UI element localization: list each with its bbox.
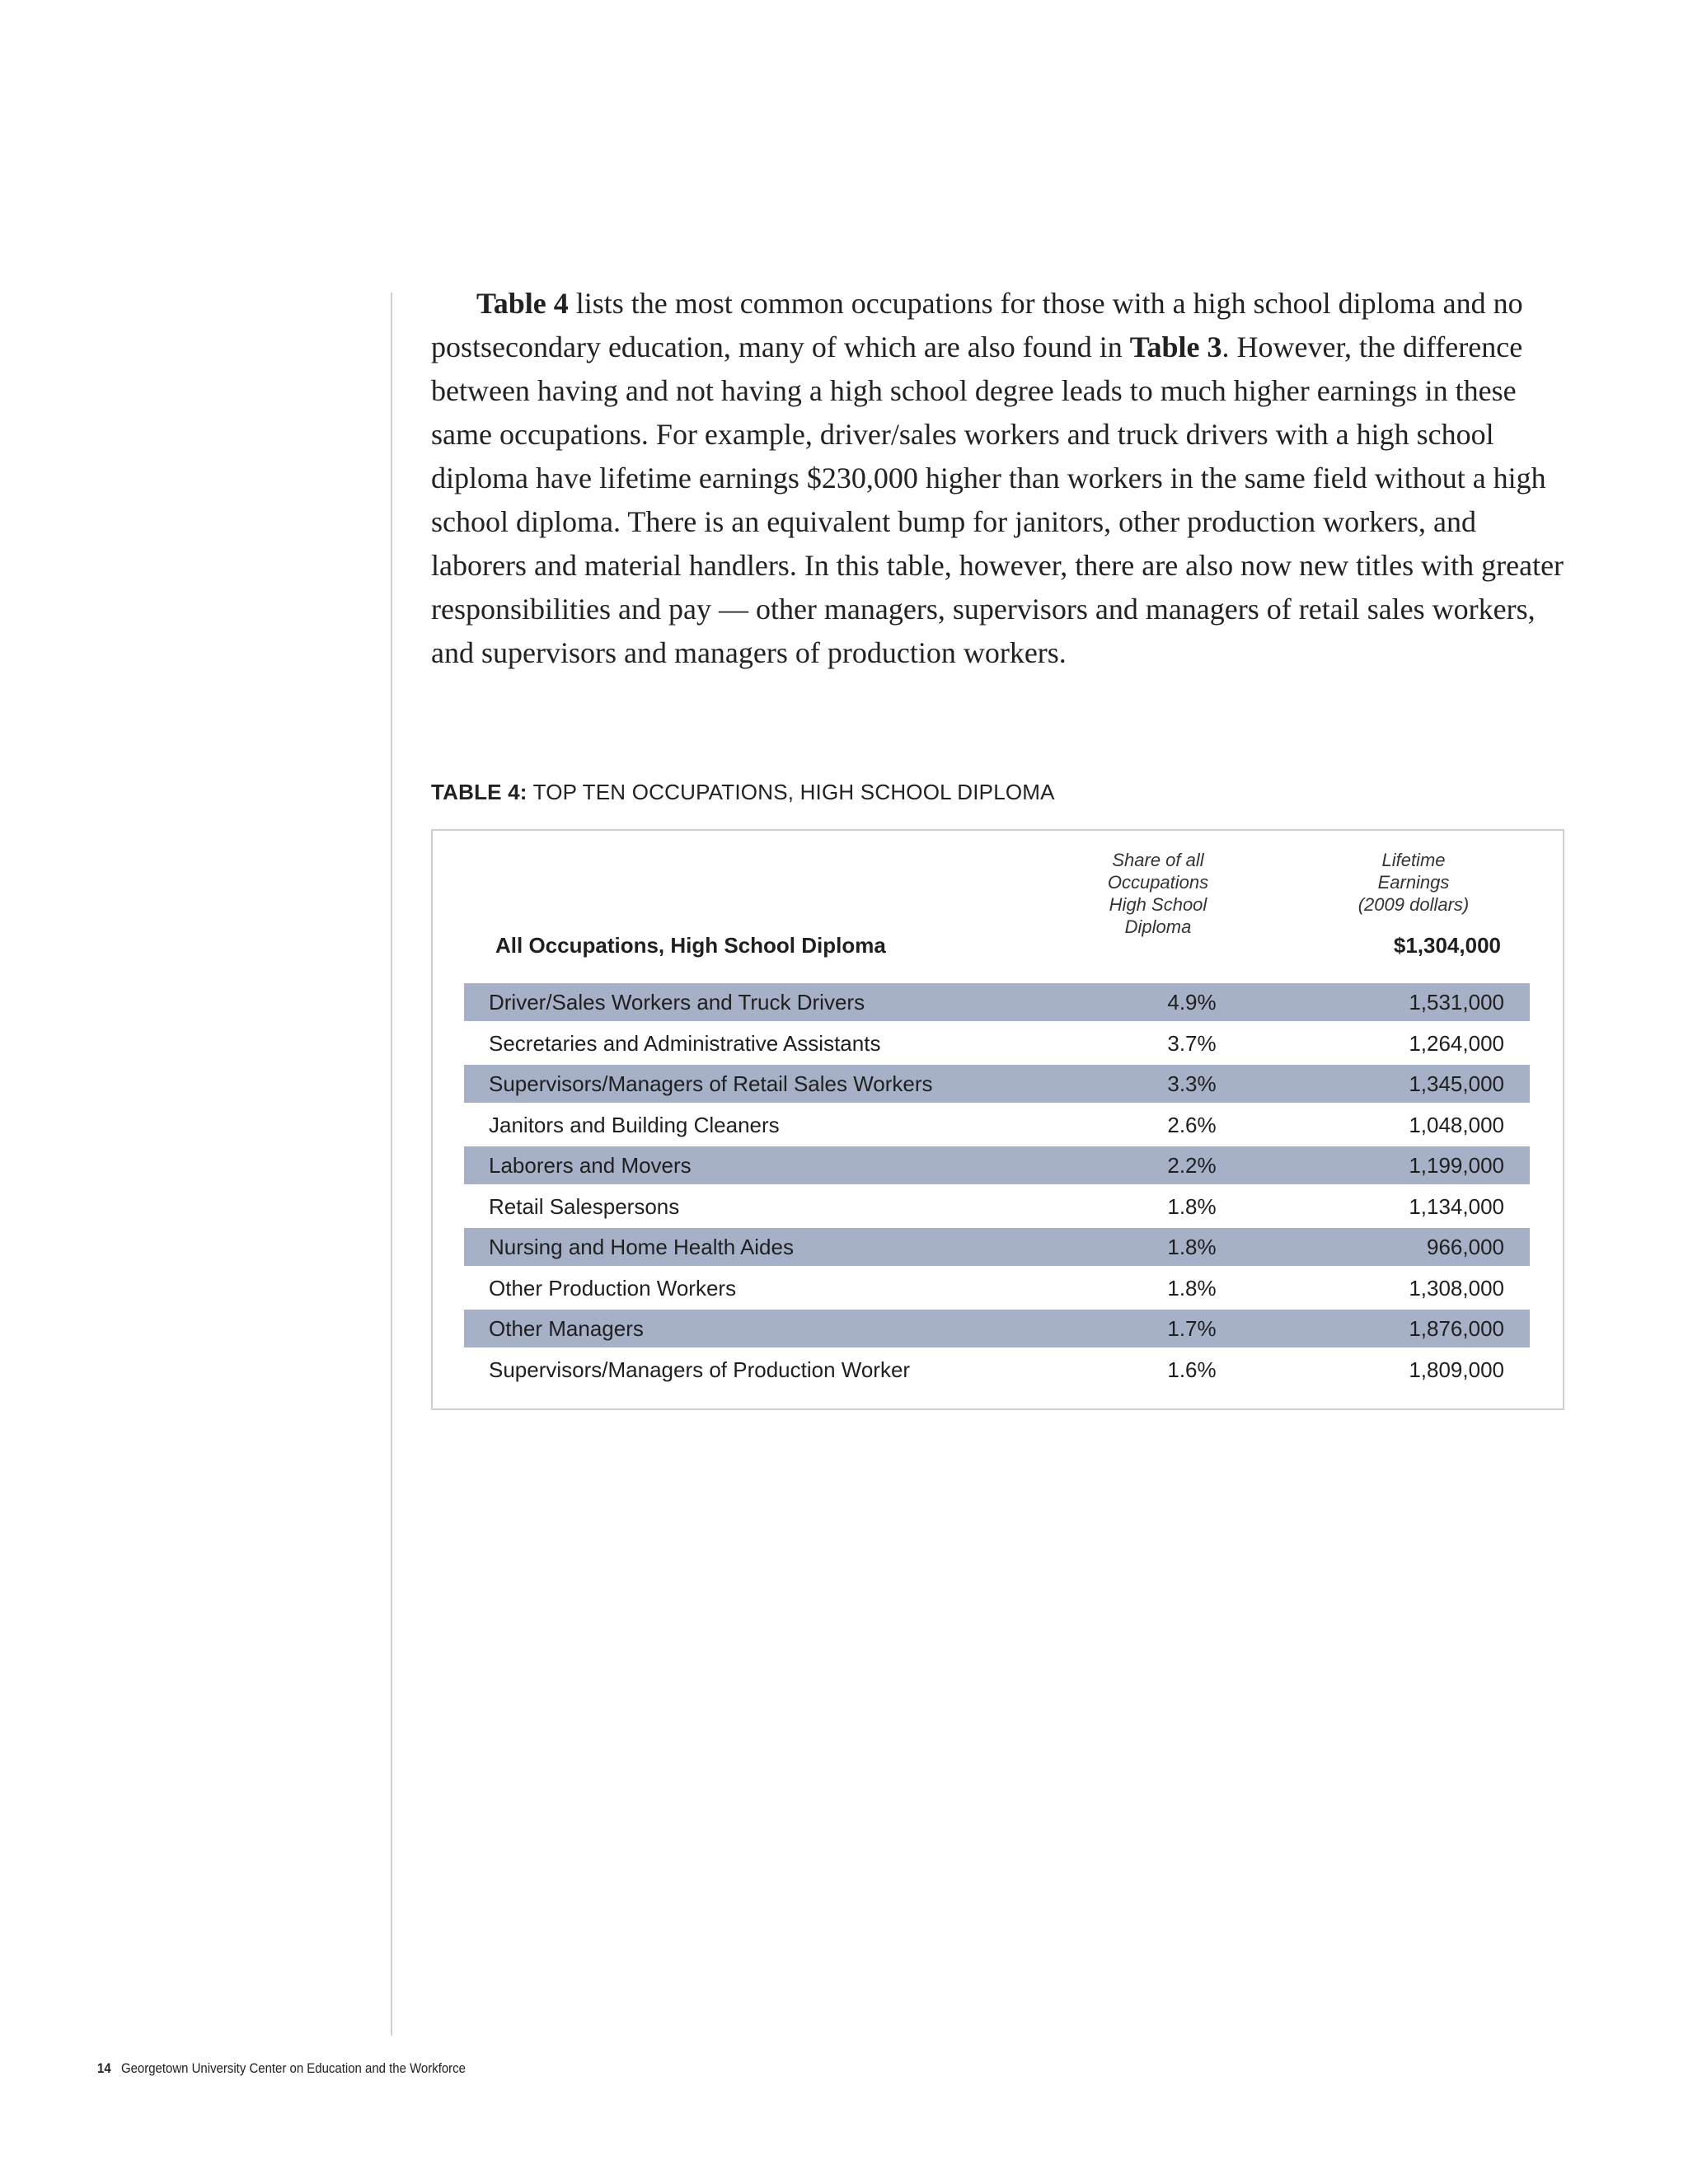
occupation-name: Supervisors/Managers of Retail Sales Workers bbox=[489, 1071, 933, 1096]
table-row bbox=[464, 1351, 1530, 1389]
occupation-name: Other Managers bbox=[489, 1316, 644, 1341]
table-row bbox=[464, 1310, 1530, 1347]
table-caption-title: TOP TEN OCCUPATIONS, HIGH SCHOOL DIPLOMA bbox=[527, 780, 1055, 804]
occupation-share: 1.8% bbox=[1167, 1275, 1217, 1301]
occupation-share: 1.8% bbox=[1167, 1193, 1217, 1219]
occupation-share: 3.7% bbox=[1167, 1030, 1217, 1056]
table-row bbox=[464, 1228, 1530, 1266]
occupation-earnings: 1,048,000 bbox=[1409, 1112, 1504, 1137]
occupation-share: 1.7% bbox=[1167, 1316, 1217, 1341]
table-caption-label: TABLE 4: bbox=[431, 780, 528, 804]
paragraph-text-1: lists the most common occupations for those with a high school diploma and no postsecondary education, many of which are also found in bbox=[431, 287, 1523, 363]
table-row bbox=[464, 1065, 1530, 1103]
occupation-earnings: 1,134,000 bbox=[1409, 1193, 1504, 1219]
column-header-share: Share of all Occupations High School Diploma bbox=[1107, 850, 1209, 937]
table-body bbox=[464, 983, 1530, 1391]
table-row bbox=[464, 1106, 1530, 1144]
occupation-name: Secretaries and Administrative Assistants bbox=[489, 1030, 881, 1056]
table3-reference: Table 3 bbox=[1129, 330, 1222, 363]
all-occupations-label: All Occupations, High School Diploma bbox=[495, 933, 886, 958]
table-caption bbox=[431, 780, 1055, 805]
table-row bbox=[464, 1188, 1530, 1226]
occupation-share: 1.8% bbox=[1167, 1235, 1217, 1259]
occupation-share: 2.6% bbox=[1167, 1112, 1217, 1137]
occupation-name: Retail Salespersons bbox=[489, 1193, 680, 1219]
table-row bbox=[464, 1146, 1530, 1184]
occupation-name: Nursing and Home Health Aides bbox=[489, 1235, 794, 1259]
occupation-earnings: 1,345,000 bbox=[1409, 1071, 1504, 1096]
occupation-earnings: 1,809,000 bbox=[1409, 1357, 1504, 1382]
margin-rule bbox=[391, 293, 392, 2036]
all-occupations-row bbox=[433, 930, 1563, 963]
occupation-name: Laborers and Movers bbox=[489, 1153, 692, 1178]
occupation-earnings: 1,199,000 bbox=[1409, 1153, 1504, 1178]
occupation-earnings: 1,308,000 bbox=[1409, 1275, 1504, 1301]
occupation-name: Other Production Workers bbox=[489, 1275, 737, 1301]
occupation-share: 2.2% bbox=[1167, 1153, 1217, 1178]
occupation-name: Supervisors/Managers of Production Worker bbox=[489, 1357, 911, 1382]
body-paragraph bbox=[431, 282, 1564, 675]
all-occupations-earnings: $1,304,000 bbox=[1393, 933, 1501, 958]
occupation-earnings: 1,531,000 bbox=[1409, 990, 1504, 1015]
table-row bbox=[464, 1269, 1530, 1307]
occupation-share: 3.3% bbox=[1167, 1071, 1217, 1096]
occupation-earnings: 1,876,000 bbox=[1409, 1316, 1504, 1341]
occupation-name: Driver/Sales Workers and Truck Drivers bbox=[489, 990, 865, 1015]
occupation-earnings: 966,000 bbox=[1427, 1235, 1504, 1259]
footer-org-name: Georgetown University Center on Education and the Workforce bbox=[120, 2060, 466, 2076]
column-header-earnings: Lifetime Earnings (2009 dollars) bbox=[1357, 850, 1470, 915]
occupation-earnings: 1,264,000 bbox=[1409, 1030, 1504, 1056]
paragraph-text-2: . However, the difference between having and not having a high school degree leads to much higher earnings in these same occupations. For example, driver/sales workers and truck drivers with a high school diploma have lifetime earnings $230,000 higher than workers in the same field without a high school diploma. There is an equivalent bump for janitors, other production workers, and laborers and material handlers. In this table, however, there are also now new titles with greater responsibilities and pay — other managers, supervisors and managers of retail sales workers, and supervisors and managers of production workers. bbox=[431, 330, 1564, 669]
occupation-share: 1.6% bbox=[1167, 1357, 1217, 1382]
table-row bbox=[464, 983, 1530, 1021]
occupation-share: 4.9% bbox=[1167, 990, 1217, 1015]
occupation-name: Janitors and Building Cleaners bbox=[489, 1112, 780, 1137]
page-footer bbox=[97, 2060, 466, 2077]
occupations-table bbox=[431, 829, 1564, 1410]
table4-reference: Table 4 bbox=[476, 287, 569, 320]
table-row bbox=[464, 1024, 1530, 1062]
page-number: 14 bbox=[97, 2060, 111, 2076]
